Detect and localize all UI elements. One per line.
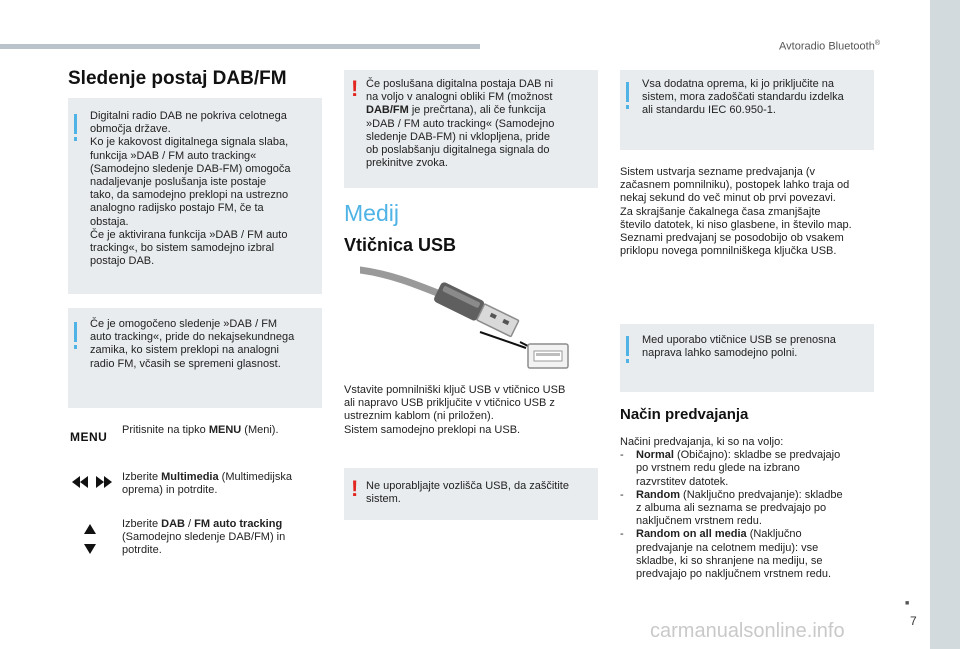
- text-line: Načini predvajanja, ki so na voljo:: [620, 436, 784, 448]
- text-line: Vstavite pomnilniški ključ USB v vtičnico USB: [344, 384, 566, 396]
- text-run-bold: Normal: [636, 449, 674, 462]
- text-line: [122, 518, 322, 531]
- text-run: (Naključno: [746, 528, 802, 541]
- section-title-usb: Vtičnica USB: [344, 235, 457, 255]
- text-run: (Običajno): skladbe se predvajajo: [673, 449, 841, 462]
- warning-box-dab-fm-text: [366, 78, 594, 170]
- text-line: [366, 104, 594, 117]
- list-dash: -: [620, 528, 624, 541]
- list-item: [620, 489, 890, 529]
- watermark: carmanualsonline.info: [650, 620, 845, 642]
- text-run-bold: MENU: [208, 424, 242, 436]
- text-run: Izberite: [122, 518, 162, 530]
- text-line: Za skrajšanje čakalnega časa zmanjšajte: [620, 205, 821, 218]
- info-icon-dot: [626, 105, 629, 109]
- text-line: Vsa dodatna oprema, ki jo priključite na: [642, 78, 834, 90]
- text-line: po vrstnem redu glede na izbrano: [636, 462, 800, 475]
- warning-icon: !: [351, 476, 359, 501]
- text-line: predvajajo po naključnem vrstnem redu.: [636, 568, 832, 581]
- up-down-arrows-icon: [82, 522, 98, 556]
- text-line: [636, 528, 890, 541]
- text-line: razvrstitev datotek.: [636, 475, 729, 488]
- text-line: auto tracking«, pride do nekajsekundnega: [90, 331, 295, 344]
- warning-box-usb-hub: [344, 468, 598, 520]
- text-line: Sistem samodejno preklopi na USB.: [344, 423, 521, 436]
- text-line: Če poslušana digitalna postaja DAB ni: [366, 78, 554, 90]
- page-number: 7: [910, 614, 917, 628]
- text-line: Ne uporabljajte vozlišča USB, da zaščitite: [366, 480, 569, 492]
- info-icon: [626, 336, 629, 356]
- text-run: /: [184, 518, 195, 530]
- text-line: analogno radijsko postajo FM, če ta: [90, 202, 264, 215]
- step-menu-text: [122, 424, 322, 437]
- text-line: oprema) in potrdite.: [122, 484, 218, 497]
- text-line: število datotek, ki niso glasbene, in število map.: [620, 218, 852, 231]
- text-line: začasnem pomnilniku), postopek lahko traja od: [620, 179, 850, 192]
- text-line: območja države.: [90, 123, 171, 136]
- list-dash: -: [620, 488, 624, 501]
- warning-box-dab-fm: [344, 70, 598, 188]
- text-run: (Naključno predvajanje): skladbe: [680, 488, 843, 501]
- text-line: prekinitve zvoka.: [366, 157, 448, 170]
- text-line: skladbe, ki so shranjene na mediju, se: [636, 554, 823, 567]
- step-dab-fm-tracking-text: [122, 518, 322, 558]
- play-mode-list: [620, 436, 890, 581]
- text-line: Med uporabo vtičnice USB se prenosna: [642, 334, 836, 346]
- text-line: »DAB / FM auto tracking« (Samodejno: [366, 117, 555, 130]
- info-box-dab-text: [90, 110, 318, 268]
- text-line: [122, 471, 322, 484]
- header-rule: [0, 44, 480, 49]
- playlist-info-text: [620, 166, 890, 258]
- text-line: naključnem vrstnem redu.: [636, 515, 762, 528]
- text-run: je prečrtana), ali če funkcija: [408, 104, 546, 117]
- text-line: zamika, ko sistem preklopi na analogni: [90, 344, 279, 357]
- text-line: [636, 489, 890, 502]
- text-line: Ko je kakovost digitalnega signala slaba,: [90, 136, 289, 149]
- list-item: [620, 449, 890, 489]
- text-run-bold: DAB/FM: [366, 104, 409, 117]
- text-line: predvajanje na celotnem mediju): vse: [636, 541, 819, 554]
- text-line: potrdite.: [122, 544, 162, 557]
- text-run-bold: Random: [636, 488, 680, 501]
- text-run: (Multimedijska: [218, 471, 292, 483]
- info-icon-dot: [74, 137, 77, 141]
- info-box-dab-delay: [68, 308, 322, 408]
- info-icon: [74, 322, 77, 342]
- usb-plug-illustration: [360, 262, 574, 372]
- section-title-play-mode: Način predvajanja: [620, 406, 749, 423]
- text-run-bold: DAB: [161, 518, 185, 530]
- info-box-dab-delay-text: [90, 318, 318, 371]
- continuation-marker: ■: [905, 600, 910, 607]
- step-multimedia-text: [122, 471, 322, 497]
- section-title-dab-fm: Sledenje postaj DAB/FM: [68, 68, 287, 89]
- text-line: tako, da samodejno preklopi na ustrezno: [90, 189, 289, 202]
- text-line: funkcija »DAB / FM auto tracking«: [90, 149, 257, 162]
- text-line: z albuma ali seznama se predvajajo po: [636, 502, 827, 515]
- list-dash: -: [620, 449, 624, 462]
- text-run: Pritisnite na tipko: [122, 424, 209, 436]
- text-run: Izberite: [122, 471, 162, 483]
- text-line: na voljo v analogni obliki FM (možnost: [366, 91, 553, 104]
- text-line: tracking«, bo sistem samodejno izbral: [90, 242, 275, 255]
- info-icon: [74, 114, 77, 134]
- text-line: naprava lahko samodejno polni.: [642, 347, 798, 360]
- text-line: sistem.: [366, 493, 401, 506]
- usb-instructions-text: [344, 384, 604, 437]
- text-run-bold: FM auto tracking: [194, 518, 283, 530]
- warning-box-usb-hub-text: [366, 480, 594, 506]
- info-box-dab: [68, 98, 322, 294]
- text-line: obstaja.: [90, 215, 129, 228]
- text-line: ali standardu IEC 60.950-1.: [642, 104, 776, 117]
- text-line: nadaljevanje poslušanja iste postaje: [90, 176, 267, 189]
- page-header-title: Avtoradio Bluetooth®: [779, 40, 880, 53]
- warning-icon: !: [351, 76, 359, 101]
- info-icon: [626, 82, 629, 102]
- info-box-charging: [620, 324, 874, 392]
- list-item: [620, 528, 890, 581]
- text-line: postajo DAB.: [90, 255, 155, 268]
- info-icon-dot: [626, 359, 629, 363]
- info-box-accessories: [620, 70, 874, 150]
- text-line: Sistem ustvarja sezname predvajanja (v: [620, 166, 816, 178]
- text-line: Če je aktivirana funkcija »DAB / FM auto: [90, 228, 288, 241]
- text-line: ob poslabšanju digitalnega signala do: [366, 144, 550, 157]
- text-line: ustreznim kablom (ni priložen).: [344, 410, 494, 423]
- text-run-bold: Random on all media: [636, 528, 747, 541]
- info-box-charging-text: [642, 334, 870, 360]
- text-line: priklopu novega pomnilniškega ključka USB.: [620, 245, 837, 258]
- left-right-arrows-icon: [70, 474, 114, 490]
- text-line: sledenje DAB-FM) ni vklopljena, pride: [366, 130, 551, 143]
- text-line: [636, 449, 890, 462]
- info-box-accessories-text: [642, 78, 870, 118]
- text-line: Seznami predvajanj se posodobijo ob vsakem: [620, 232, 844, 245]
- text-line: sistem, mora zadoščati standardu izdelka: [642, 91, 844, 104]
- text-line: Digitalni radio DAB ne pokriva celotnega: [90, 110, 287, 122]
- menu-key-icon: MENU: [70, 430, 108, 444]
- text-line: radio FM, včasih se spremeni glasnost.: [90, 357, 281, 370]
- info-icon-dot: [74, 345, 77, 349]
- text-line: (Samodejno sledenje DAB-FM) omogoča: [90, 162, 291, 175]
- text-line: ali napravo USB priključite v vtičnico USB z: [344, 397, 555, 410]
- text-line: Če je omogočeno sledenje »DAB / FM: [90, 318, 278, 330]
- page-sidebar-strip: [930, 0, 960, 649]
- text-line: nekaj sekund do več minut ob prvi povezavi.: [620, 192, 836, 205]
- section-heading-medij: Medij: [344, 200, 399, 226]
- text-run: (Meni).: [241, 424, 279, 436]
- text-line: (Samodejno sledenje DAB/FM) in: [122, 531, 286, 544]
- text-run-bold: Multimedia: [161, 471, 219, 483]
